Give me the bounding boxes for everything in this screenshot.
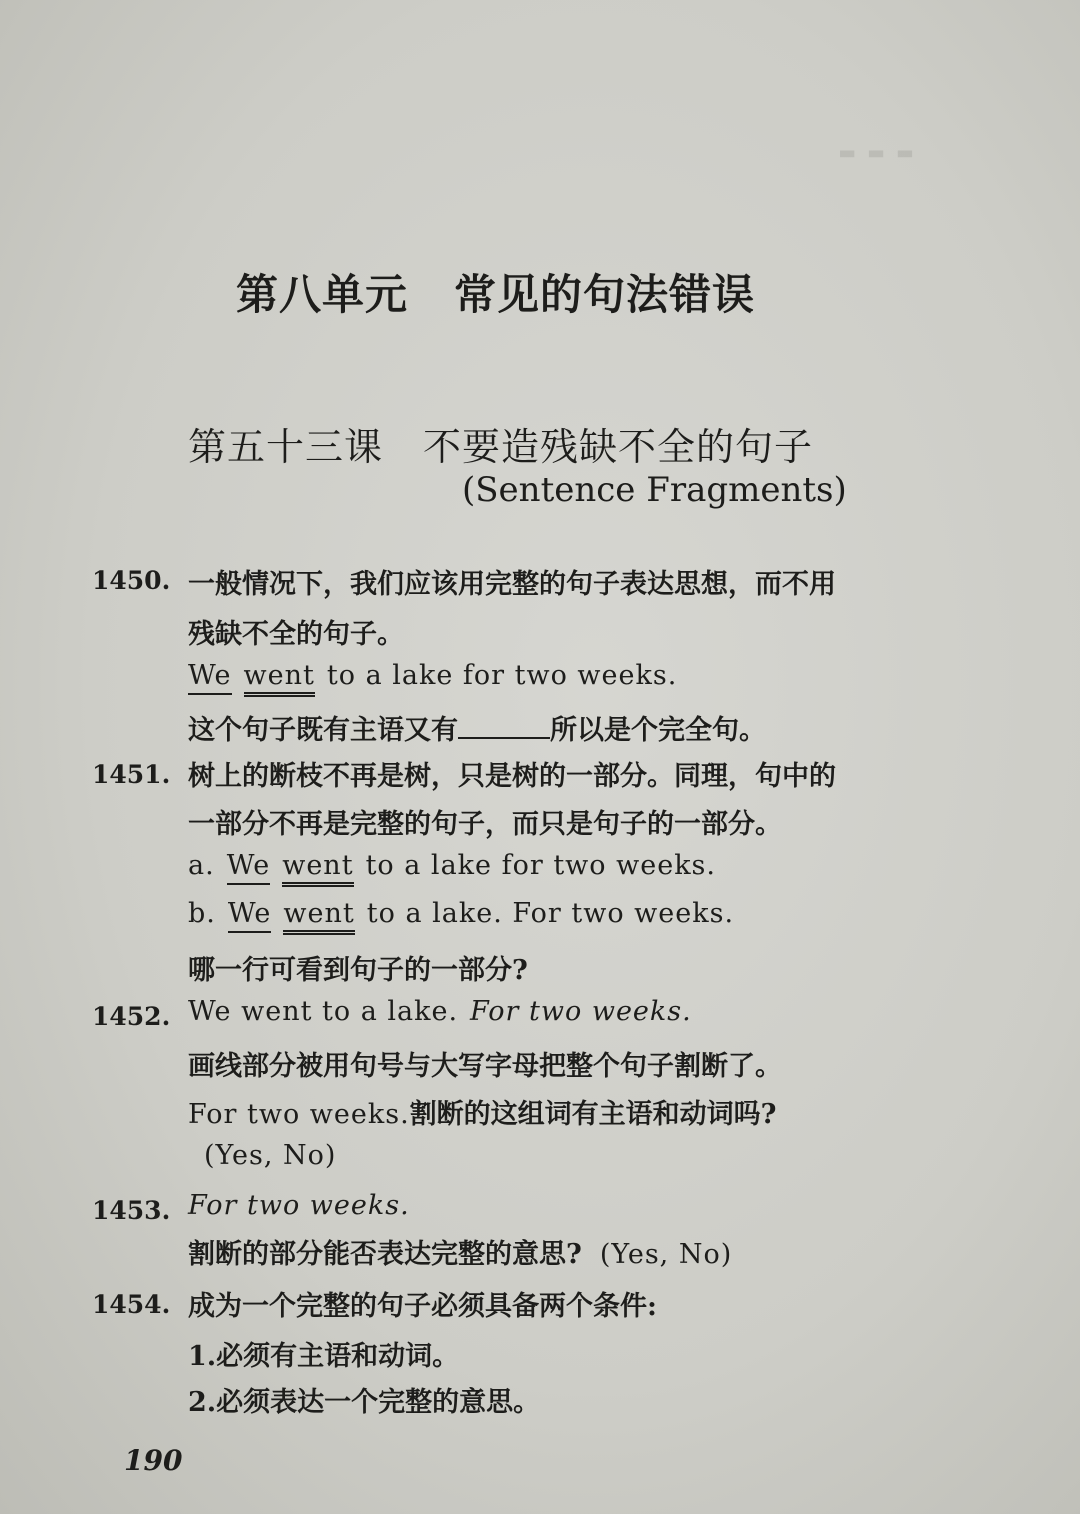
item-1452-sentence <box>188 996 692 1027</box>
item-1453-fragment: For two weeks. <box>188 1190 410 1221</box>
verb-word: went <box>282 850 353 887</box>
fragment-text: For two weeks. <box>188 1099 410 1130</box>
bleed-through-text: ▬ ▬ ▬ <box>840 138 913 166</box>
item-1452-question: 割断的这组词有主语和动词吗? <box>409 1099 777 1130</box>
verb-word: went <box>283 898 354 935</box>
item-1453-question: 割断的部分能否表达完整的意思? <box>188 1239 582 1270</box>
unit-subtitle: 常见的句法错误 <box>454 270 756 319</box>
lesson-subtitle: 不要造残缺不全的句子 <box>423 425 814 469</box>
option-label: b. <box>188 898 216 929</box>
item-1453-question-line <box>188 1232 732 1271</box>
item-1450-question <box>188 708 766 747</box>
item-1450-text-1: 一般情况下，我们应该用完整的句子表达思想，而不用 <box>188 569 836 600</box>
lesson-heading <box>188 416 813 471</box>
sentence-rest: to a lake for two weeks. <box>326 660 678 691</box>
lesson-title: 第五十三课 <box>188 425 384 469</box>
question-before-blank: 这个句子既有主语又有 <box>188 715 458 746</box>
item-number-1454: 1454. <box>92 1290 171 1319</box>
item-1454-condition-1: 1.必须有主语和动词。 <box>188 1341 460 1372</box>
unit-heading <box>236 262 755 322</box>
item-1450-text-2: 残缺不全的句子。 <box>188 619 404 650</box>
item-1450-example-sentence <box>188 660 677 691</box>
item-1453-options: (Yes, No) <box>599 1239 733 1270</box>
item-1454-text-1: 成为一个完整的句子必须具备两个条件: <box>188 1291 657 1322</box>
sentence-fragment-italic: For two weeks. <box>470 996 692 1027</box>
item-number-1452: 1452. <box>92 1002 171 1031</box>
item-1451-option-a <box>188 850 716 881</box>
sentence-plain: We went to a lake. <box>188 996 459 1027</box>
item-1451-text-1: 树上的断枝不再是树，只是树的一部分。同理，句中的 <box>188 761 836 792</box>
item-1454-condition-2: 2.必须表达一个完整的意思。 <box>188 1387 541 1418</box>
subject-word: We <box>227 850 271 885</box>
item-number-1451: 1451. <box>92 760 171 789</box>
question-after-blank: 所以是个完全句。 <box>550 715 766 746</box>
item-1452-options: (Yes, No) <box>204 1140 337 1171</box>
item-number-1453: 1453. <box>92 1196 171 1225</box>
option-label: a. <box>188 850 215 881</box>
item-number-1450: 1450. <box>92 566 171 595</box>
item-1451-question: 哪一行可看到句子的一部分? <box>188 955 528 986</box>
sentence-rest: to a lake. For two weeks. <box>366 898 735 929</box>
page-number: 190 <box>124 1444 183 1477</box>
item-1451-text-2: 一部分不再是完整的句子，而只是句子的一部分。 <box>188 809 782 840</box>
lesson-english-title: (Sentence Fragments) <box>462 470 847 510</box>
subject-word: We <box>228 898 272 933</box>
item-1451-option-b <box>188 898 734 929</box>
subject-word: We <box>188 660 232 695</box>
answer-blank <box>458 717 550 739</box>
item-1452-question-line <box>188 1092 777 1131</box>
sentence-rest: to a lake for two weeks. <box>365 850 716 881</box>
verb-word: went <box>244 660 315 697</box>
unit-title: 第八单元 <box>236 270 409 319</box>
item-1452-text-1: 画线部分被用句号与大写字母把整个句子割断了。 <box>188 1051 782 1082</box>
